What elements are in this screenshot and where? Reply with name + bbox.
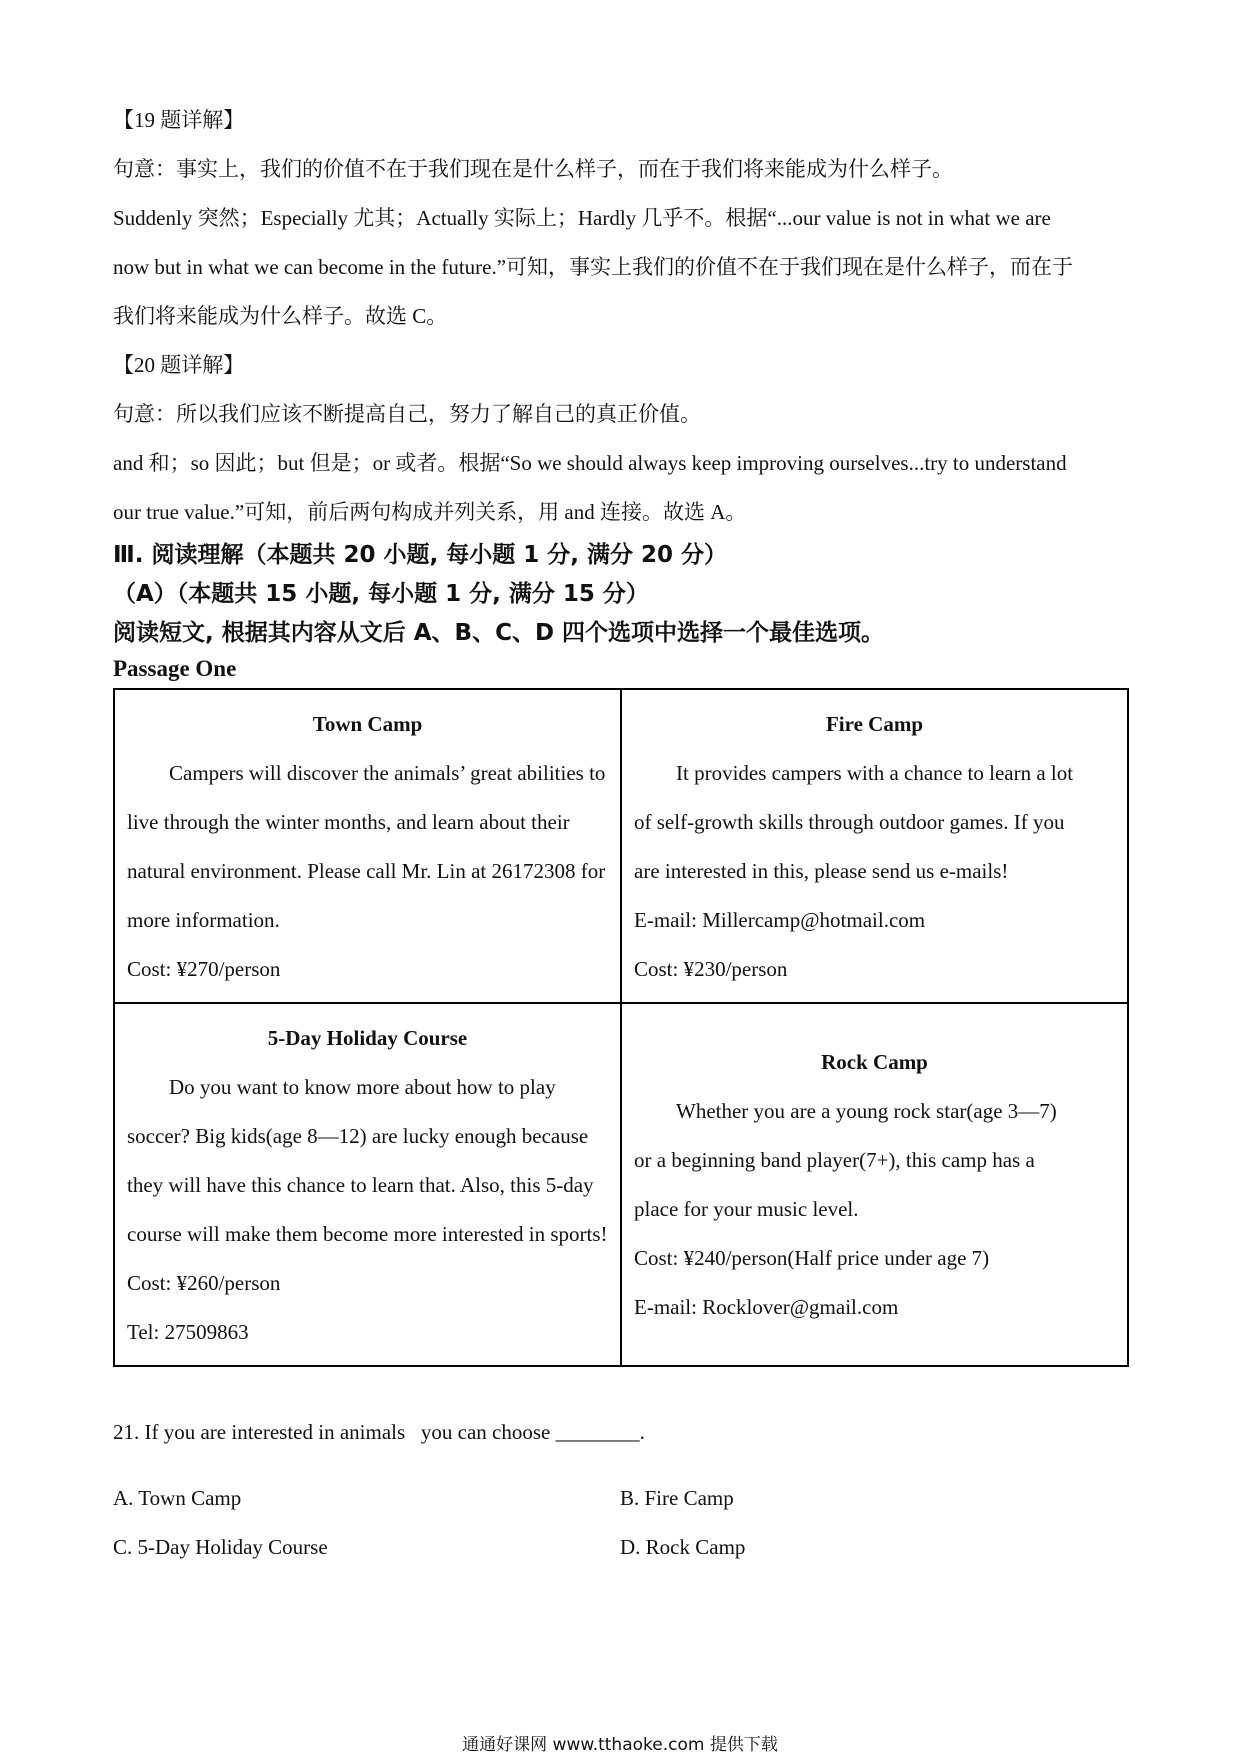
q19-analysis-line-1: Suddenly 突然；Especially 尤其；Actually 实际上；Hardly 几乎不。根据“...our value is not in what we are (113, 206, 1051, 230)
holiday-course-cost: Cost: ¥260/person (127, 1271, 281, 1295)
fire-camp-desc-line: are interested in this, please send us e-mails! (634, 859, 1009, 883)
q19-explanation-header: 【19 题详解】 (113, 108, 245, 132)
page-footer: 通通好课网 www.tthaoke.com 提供下载 (462, 1735, 778, 1755)
option-b: B. Fire Camp (620, 1486, 734, 1510)
fire-camp-cell (621, 689, 1128, 1003)
town-camp-desc-line: more information. (127, 908, 280, 932)
camps-row-1 (114, 689, 1128, 1003)
question-21-stem: 21. If you are interested in animals you can choose ________. (113, 1420, 645, 1444)
section-instruction: 阅读短文, 根据其内容从文后 A、B、C、D 四个选项中选择一个最佳选项。 (113, 620, 885, 646)
q19-sentence-meaning: 句意：事实上，我们的价值不在于我们现在是什么样子，而在于我们将来能成为什么样子。 (113, 157, 953, 181)
q20-explanation-header: 【20 题详解】 (113, 353, 245, 377)
rock-camp-desc-line: or a beginning band player(7+), this camp has a (634, 1148, 1035, 1172)
holiday-course-desc-line: they will have this chance to learn that. Also, this 5-day (127, 1173, 594, 1197)
rock-camp-cost: Cost: ¥240/person(Half price under age 7) (634, 1246, 990, 1270)
option-d: D. Rock Camp (620, 1535, 746, 1559)
q20-sentence-meaning: 句意：所以我们应该不断提高自己，努力了解自己的真正价值。 (113, 402, 701, 426)
rock-camp-desc-line: Whether you are a young rock star(age 3—7) (676, 1099, 1057, 1123)
rock-camp-email: E-mail: Rocklover@gmail.com (634, 1295, 899, 1319)
holiday-course-desc-line: course will make them become more interested in sports! (127, 1222, 608, 1246)
section-subtitle: （A）（本题共 15 小题, 每小题 1 分, 满分 15 分） (113, 581, 649, 607)
q20-analysis-line-2: our true value.”可知，前后两句构成并列关系，用 and 连接。故选 A。 (113, 500, 747, 524)
option-a: A. Town Camp (113, 1486, 242, 1510)
rock-camp-cell (621, 1003, 1128, 1366)
option-c: C. 5-Day Holiday Course (113, 1535, 328, 1559)
fire-camp-title: Fire Camp (825, 712, 923, 736)
q19-analysis-line-2: now but in what we can become in the future.”可知，事实上我们的价值不在于我们现在是什么样子，而在于 (113, 255, 1074, 279)
fire-camp-desc-line: It provides campers with a chance to learn a lot (676, 761, 1074, 785)
holiday-course-desc-line: Do you want to know more about how to play (169, 1075, 556, 1099)
passage-title: Passage One (113, 656, 237, 681)
section-title: Ⅲ. 阅读理解（本题共 20 小题, 每小题 1 分, 满分 20 分） (113, 542, 728, 568)
town-camp-desc-line: live through the winter months, and learn about their (127, 810, 570, 834)
camps-table (113, 688, 1129, 1367)
document-page (113, 0, 1130, 1754)
rock-camp-desc-line: place for your music level. (634, 1197, 859, 1221)
q19-analysis-line-3: 我们将来能成为什么样子。故选 C。 (113, 304, 448, 328)
camps-row-2 (114, 1003, 1128, 1366)
town-camp-cost: Cost: ¥270/person (127, 957, 281, 981)
holiday-course-tel: Tel: 27509863 (127, 1320, 249, 1344)
town-camp-desc-line: Campers will discover the animals’ great abilities to (169, 761, 606, 785)
holiday-course-desc-line: soccer? Big kids(age 8—12) are lucky enough because (127, 1124, 589, 1148)
fire-camp-desc-line: of self-growth skills through outdoor games. If you (634, 810, 1065, 834)
holiday-course-cell (114, 1003, 621, 1366)
town-camp-cell (114, 689, 621, 1003)
town-camp-desc-line: natural environment. Please call Mr. Lin at 26172308 for (127, 859, 606, 883)
q20-analysis-line-1: and 和；so 因此；but 但是；or 或者。根据“So we should always keep improving ourselves...try to understand (113, 451, 1067, 475)
rock-camp-title: Rock Camp (821, 1050, 928, 1074)
fire-camp-email: E-mail: Millercamp@hotmail.com (634, 908, 926, 932)
fire-camp-cost: Cost: ¥230/person (634, 957, 788, 981)
town-camp-title: Town Camp (312, 712, 423, 736)
holiday-course-title: 5-Day Holiday Course (267, 1026, 468, 1050)
